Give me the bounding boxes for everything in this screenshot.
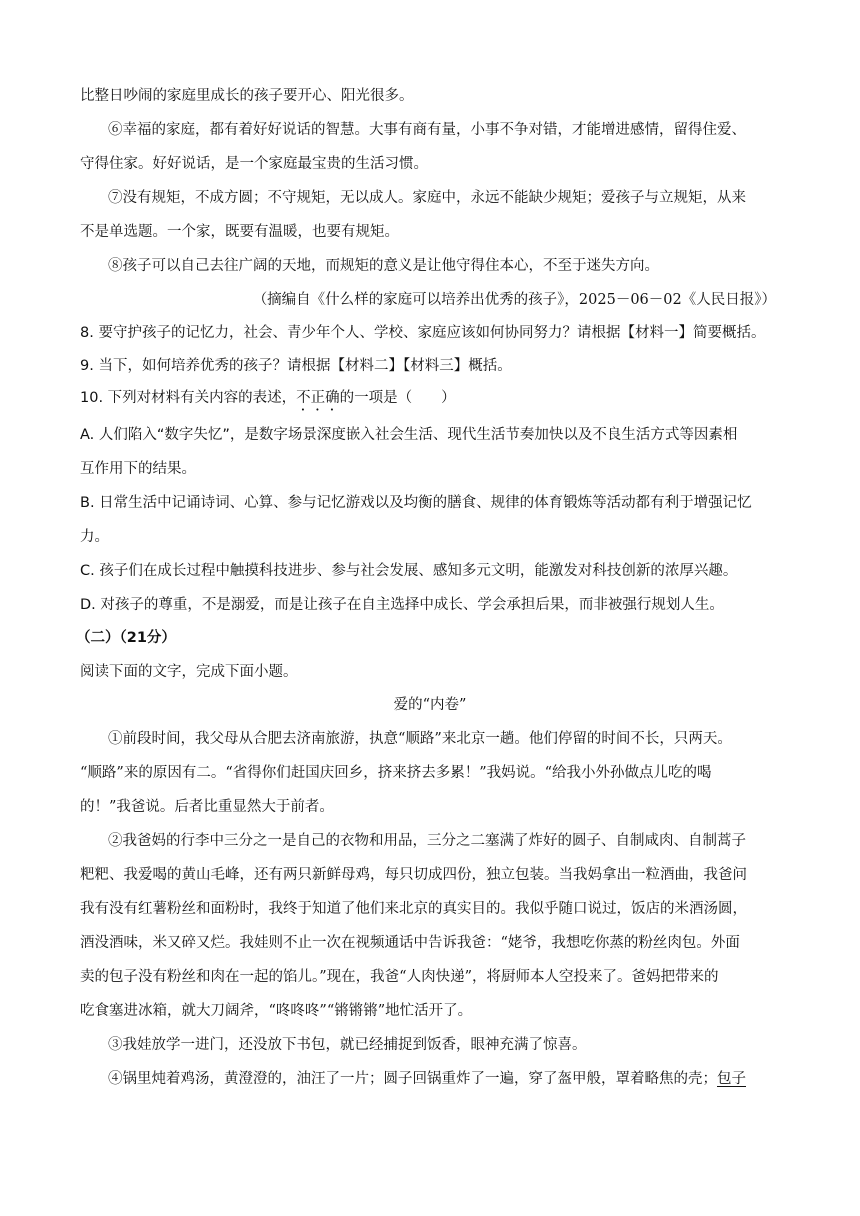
option-c: C. 孩子们在成长过程中触摸科技进步、参与社会发展、感知多元文明，能激发对科技创新的浓厚兴趣。 (80, 563, 738, 579)
article-p2-line-6: 吃食塞进冰箱，就大刀阔斧，“咚咚咚”“锵锵锵”地忙活开了。 (80, 1003, 473, 1019)
article-p4-underlined: 包子 (717, 1071, 746, 1087)
article-p1-line-3: 的！”我爸说。后者比重显然大于前者。 (80, 799, 334, 815)
article-p4-text: ④锅里炖着鸡汤，黄澄澄的，油汪了一片；圆子回锅重炸了一遍，穿了盔甲般，罩着略焦的壳； (108, 1071, 717, 1087)
question-9: 9. 当下，如何培养优秀的孩子？请根据【材料二】【材料三】概括。 (80, 358, 512, 374)
article-p2-line-1: ②我爸妈的行李中三分之一是自己的衣物和用品，三分之二塞满了炸好的圆子、自制咸肉、自制蒿子 (108, 833, 746, 849)
question-10-prefix: 10. 下列对材料有关内容的表述， (80, 390, 297, 406)
article-p1-line-2: “顺路”来的原因有二。“省得你们赶国庆回乡，挤来挤去多累！”我妈说。“给我小外孙做点儿吃的喝 (80, 765, 712, 781)
article-p2-line-3: 我有没有红薯粉丝和面粉时，我终于知道了他们来北京的真实目的。我似乎随口说过，饭店的米酒汤圆， (80, 901, 747, 917)
option-b-line-1: B. 日常生活中记诵诗词、心算、参与记忆游戏以及均衡的膳食、规律的体育锻炼等活动都有利于增强记忆 (80, 495, 752, 511)
option-d: D. 对孩子的尊重，不是溺爱，而是让孩子在自主选择中成长、学会承担后果，而非被强行规划人生。 (80, 597, 724, 613)
article-title: 爱的“内卷” (393, 697, 467, 713)
question-8: 8. 要守护孩子的记忆力，社会、青少年个人、学校、家庭应该如何协同努力？请根据【材料一】简要概括。 (80, 325, 766, 341)
source-citation: （摘编自《什么样的家庭可以培养出优秀的孩子》，2025－06－02《人民日报》） (252, 292, 776, 308)
article-p2-line-2: 粑粑、我爱喝的黄山毛峰，还有两只新鲜母鸡，每只切成四份，独立包装。当我妈拿出一粒酒曲，我爸问 (80, 867, 747, 883)
paragraph-8: ⑧孩子可以自己去往广阔的天地，而规矩的意义是让他守得住本心，不至于迷失方向。 (108, 258, 659, 274)
article-p2-line-4: 酒没酒味，米又碎又烂。我娃则不止一次在视频通话中告诉我爸：“姥爷，我想吃你蒸的粉丝肉包。外面 (80, 935, 740, 951)
option-a-line-1: A. 人们陷入“数字失忆”，是数字场景深度嵌入社会生活、现代生活节奏加快以及不良生活方式等因素相 (80, 427, 738, 443)
question-10-emphasis: 不正确 (296, 390, 340, 406)
reading-instruction: 阅读下面的文字，完成下面小题。 (80, 664, 298, 680)
paragraph-6-line-1: ⑥幸福的家庭，都有着好好说话的智慧。大事有商有量，小事不争对错，才能增进感情，留得住爱、 (108, 122, 746, 138)
article-p2-line-5: 卖的包子没有粉丝和肉在一起的馅儿。”现在，我爸“人肉快递”，将厨师本人空投来了。爸妈把带来的 (80, 969, 719, 985)
article-p3: ③我娃放学一进门，还没放下书包，就已经捕捉到饭香，眼神充满了惊喜。 (108, 1037, 587, 1053)
paragraph-6-line-2: 守得住家。好好说话，是一个家庭最宝贵的生活习惯。 (80, 156, 428, 172)
question-10 (80, 388, 780, 414)
paragraph-7-line-2: 不是单选题。一个家，既要有温暖，也要有规矩。 (80, 224, 399, 240)
article-p1-line-1: ①前段时间，我父母从合肥去济南旅游，执意“顺路”来北京一趟。他们停留的时间不长，只两天。 (108, 731, 732, 747)
option-a-line-2: 互作用下的结果。 (80, 461, 196, 477)
article-p4-line-1 (108, 1069, 808, 1089)
section-heading: （二）（21分） (76, 630, 176, 646)
question-10-suffix: 的一项是（ ） (339, 390, 456, 406)
paragraph-continuation: 比整日吵闹的家庭里成长的孩子要开心、阳光很多。 (80, 88, 414, 104)
paragraph-7-line-1: ⑦没有规矩，不成方圆；不守规矩，无以成人。家庭中，永远不能缺少规矩；爱孩子与立规矩，从来 (108, 190, 746, 206)
option-b-line-2: 力。 (80, 529, 109, 545)
